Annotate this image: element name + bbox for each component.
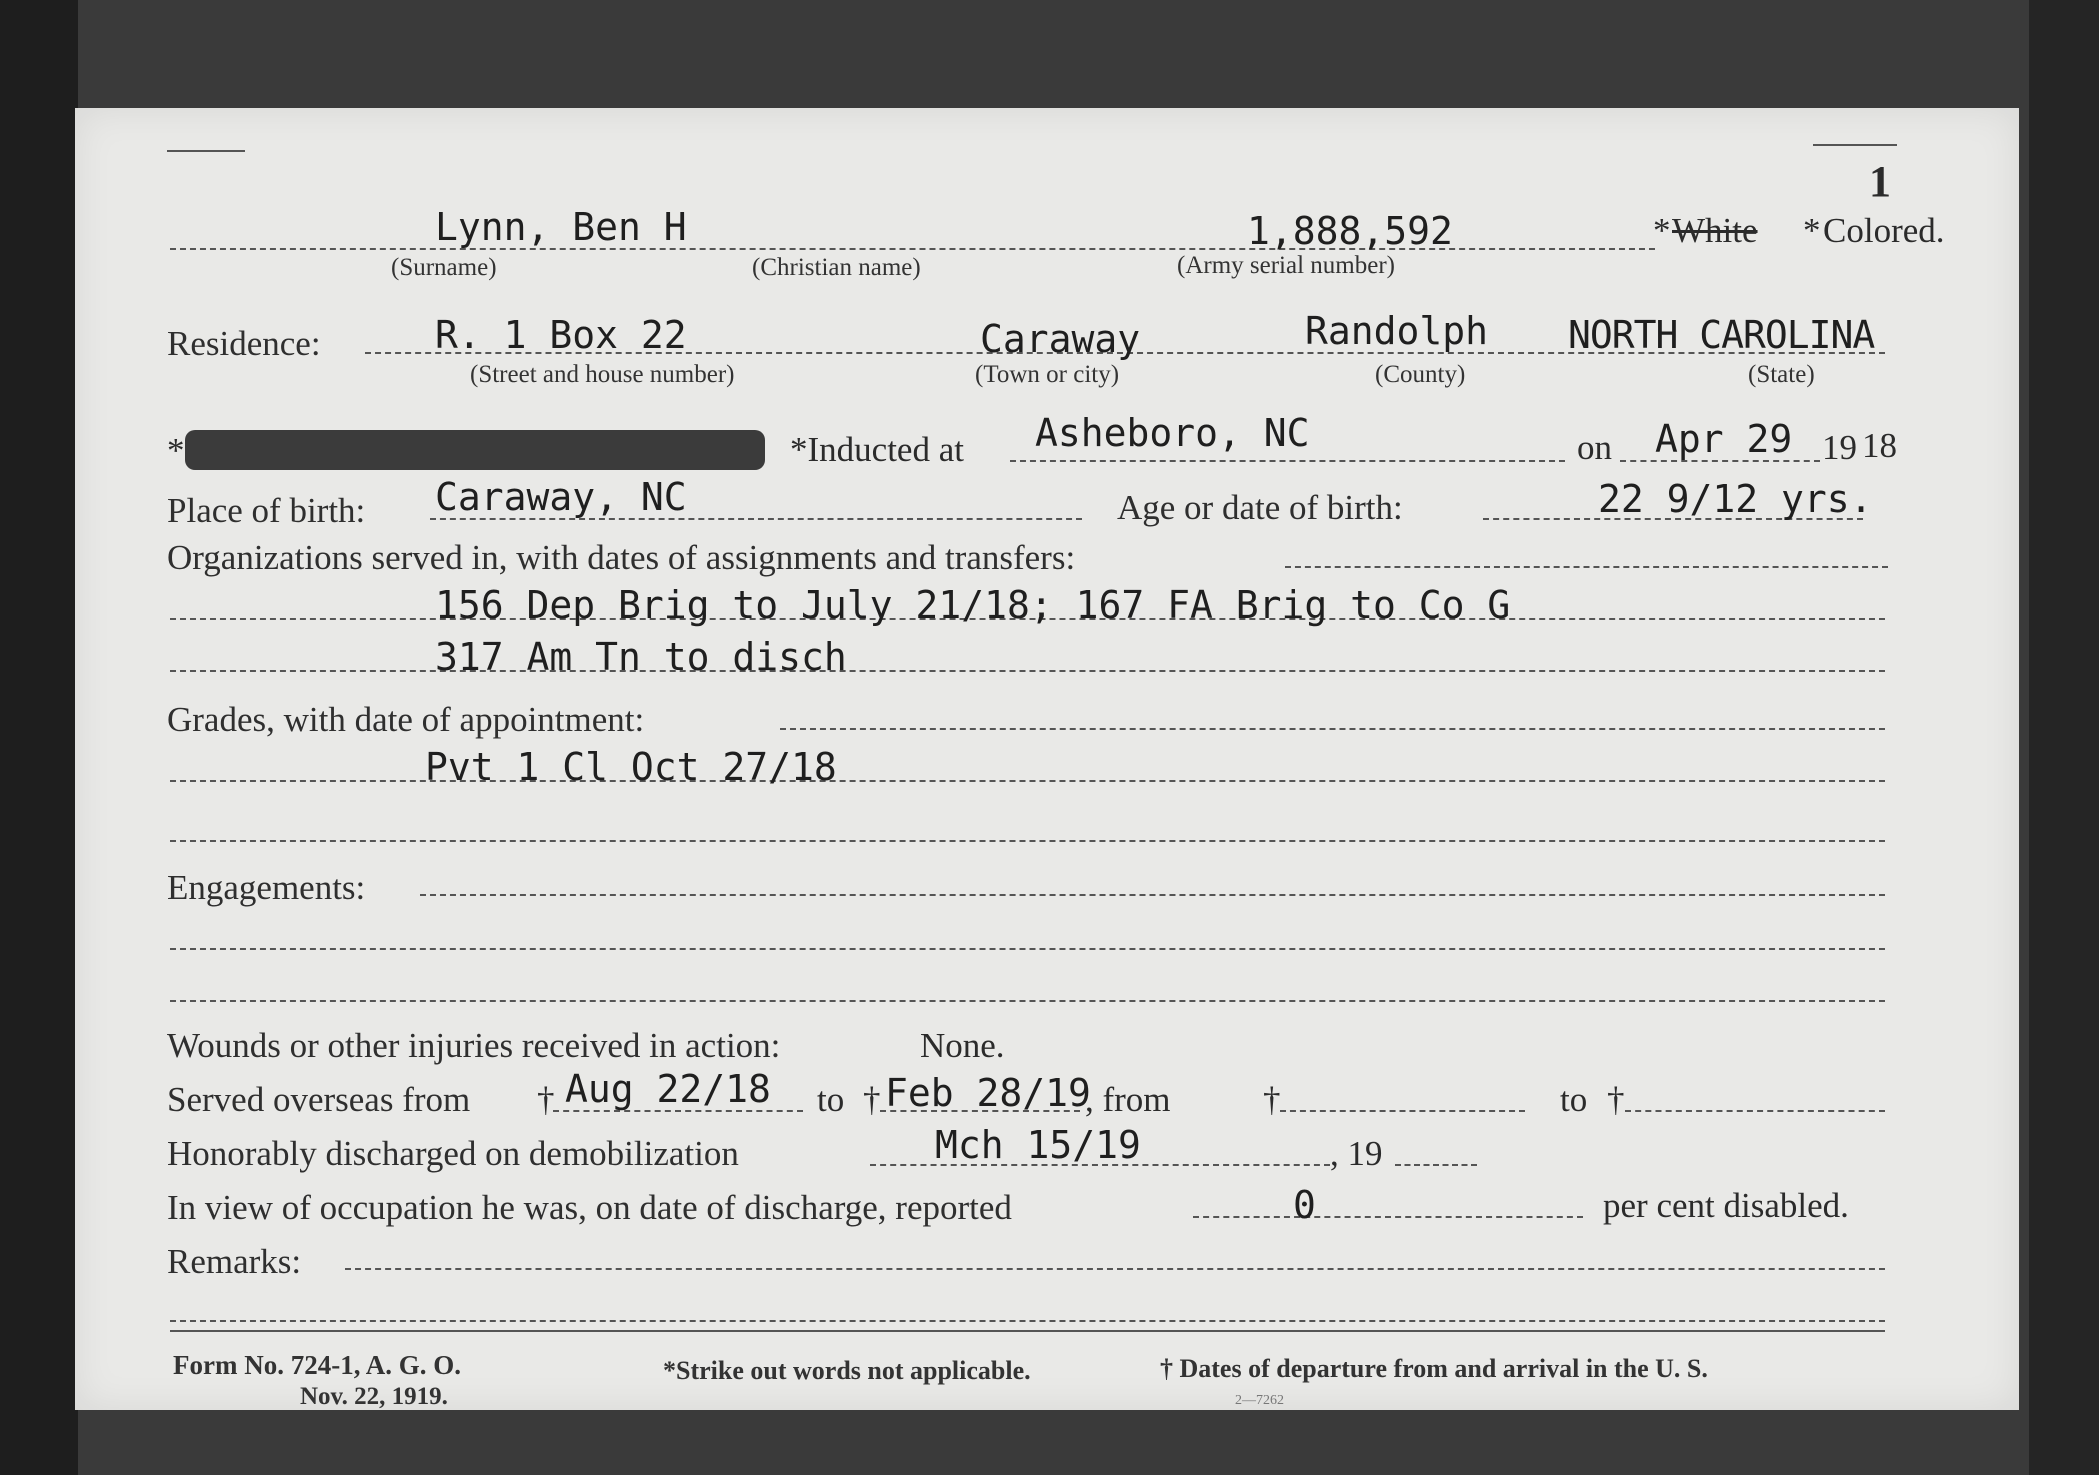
service-record-card <box>75 108 2019 1410</box>
disability-label: In view of occupation he was, on date of discharge, reported <box>167 1188 1012 1227</box>
race-white-struck: White <box>1672 211 1758 250</box>
redaction-mark <box>185 430 765 470</box>
name-value: Lynn, Ben H <box>435 205 687 249</box>
overseas-to2-line <box>1625 1110 1885 1112</box>
discharge-year-line <box>1395 1164 1477 1166</box>
grades-line-2 <box>170 840 1885 842</box>
organizations-entry-2: 317 Am Tn to disch <box>435 635 847 679</box>
state-caption: (State) <box>1748 361 1815 388</box>
form-date: Nov. 22, 1919. <box>300 1383 448 1410</box>
grades-label: Grades, with date of appointment: <box>167 700 645 739</box>
scan-border-left <box>0 0 78 1475</box>
overseas-label: Served overseas from <box>167 1080 471 1119</box>
engagements-line-0 <box>420 894 1885 896</box>
serial-number-caption: (Army serial number) <box>1177 252 1395 279</box>
dates-note: † Dates of departure from and arrival in the U. S. <box>1160 1354 1708 1383</box>
discharge-label: Honorably discharged on demobilization <box>167 1134 739 1173</box>
page-number: 1 <box>1869 157 1891 206</box>
organizations-line-0 <box>1285 566 1888 568</box>
wounds-label: Wounds or other injuries received in action: <box>167 1026 781 1065</box>
serial-number-value: 1,888,592 <box>1247 209 1453 253</box>
inducted-at-label: *Inducted at <box>790 430 964 469</box>
overseas-from-1: Aug 22/18 <box>565 1067 771 1111</box>
disability-suffix: per cent disabled. <box>1603 1186 1849 1225</box>
remarks-line-1 <box>170 1320 1885 1322</box>
surname-caption: (Surname) <box>391 254 497 281</box>
dagger-3: † <box>1263 1080 1281 1119</box>
induction-place: Asheboro, NC <box>1035 411 1310 455</box>
disability-value: 0 <box>1293 1183 1316 1227</box>
top-left-rule <box>167 150 245 152</box>
age-value: 22 9/12 yrs. <box>1598 477 1873 521</box>
place-of-birth-value: Caraway, NC <box>435 475 687 519</box>
overseas-to-label-2: to <box>1560 1080 1588 1119</box>
grades-line-0 <box>780 728 1885 730</box>
race-colored: Colored. <box>1823 211 1945 250</box>
overseas-from2-line <box>1280 1110 1525 1112</box>
overseas-to-1: Feb 28/19 <box>885 1071 1091 1115</box>
on-label: on <box>1577 428 1612 467</box>
place-of-birth-label: Place of birth: <box>167 491 366 530</box>
organizations-entry-1: 156 Dep Brig to July 21/18; 167 FA Brig to Co G <box>435 583 1511 627</box>
top-right-rule <box>1813 144 1897 146</box>
dagger-4: † <box>1607 1080 1625 1119</box>
engagements-label: Engagements: <box>167 868 366 907</box>
race-asterisk-white: * <box>1653 211 1671 250</box>
organizations-label: Organizations served in, with dates of assignments and transfers: <box>167 538 1076 577</box>
induction-place-line <box>1010 460 1565 462</box>
organizations-line-2 <box>170 670 1885 672</box>
age-label: Age or date of birth: <box>1117 488 1403 527</box>
christian-name-caption: (Christian name) <box>752 254 921 281</box>
residence-county: Randolph <box>1305 309 1489 353</box>
street-caption: (Street and house number) <box>470 361 735 388</box>
discharge-date: Mch 15/19 <box>935 1123 1141 1167</box>
remarks-line-0 <box>345 1268 1885 1270</box>
scan-border-right <box>2029 0 2099 1475</box>
form-number: Form No. 724-1, A. G. O. <box>173 1350 461 1380</box>
town-caption: (Town or city) <box>975 361 1120 388</box>
strike-note: *Strike out words not applicable. <box>663 1356 1031 1385</box>
dagger-2: † <box>863 1080 881 1119</box>
footer-rule <box>170 1330 1885 1332</box>
remarks-label: Remarks: <box>167 1242 302 1281</box>
residence-state: NORTH CAROLINA <box>1568 313 1875 357</box>
overseas-from-label-2: , from <box>1085 1080 1171 1119</box>
residence-town: Caraway <box>980 317 1141 361</box>
induction-year-prefix: 19 <box>1822 428 1857 467</box>
county-caption: (County) <box>1375 361 1466 388</box>
induction-year: 18 <box>1862 426 1897 465</box>
discharge-year-suffix: , 19 <box>1330 1134 1383 1173</box>
engagements-line-2 <box>170 1000 1885 1002</box>
disability-line <box>1193 1216 1583 1218</box>
race-asterisk-colored: * <box>1803 211 1821 250</box>
overseas-to-label-1: to <box>817 1080 845 1119</box>
engagements-line-1 <box>170 948 1885 950</box>
wounds-value: None. <box>920 1026 1005 1065</box>
print-code: 2—7262 <box>1235 1393 1284 1408</box>
enlisted-asterisk: * <box>167 431 185 470</box>
induction-date: Apr 29 <box>1655 417 1793 461</box>
residence-label: Residence: <box>167 324 321 363</box>
dagger-1: † <box>537 1080 555 1119</box>
grades-entry-1: Pvt 1 Cl Oct 27/18 <box>425 745 837 789</box>
residence-street: R. 1 Box 22 <box>435 313 687 357</box>
